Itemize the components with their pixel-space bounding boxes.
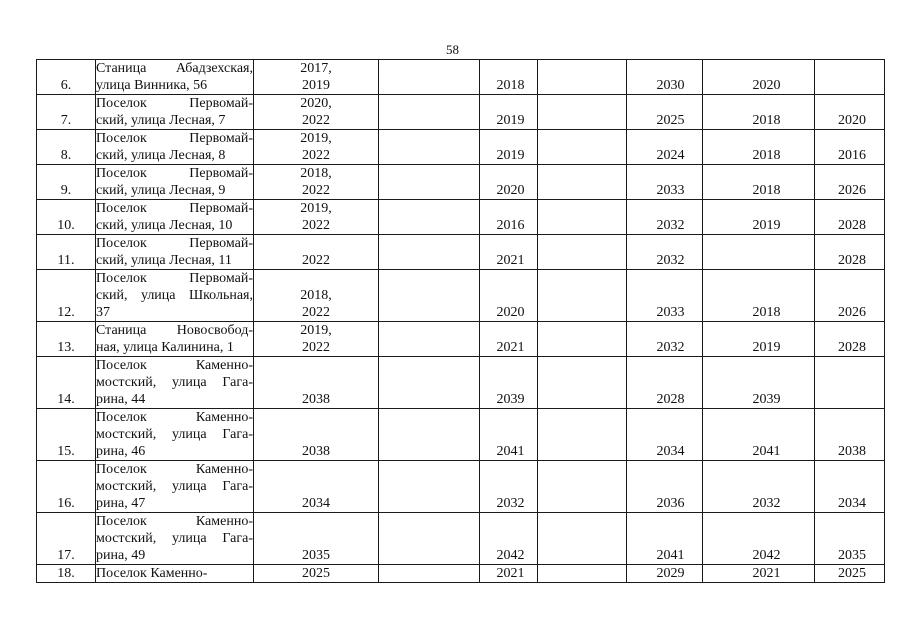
value-cell-c7: 2039: [703, 357, 815, 409]
table-row: [37, 270, 885, 322]
year-line: 2025: [302, 566, 330, 581]
value-cell-c6: 2036: [627, 461, 703, 513]
address-line: ский, улица Школьная,: [96, 288, 253, 303]
value-cell-c6: 2029: [627, 565, 703, 583]
value-cell-c4: 2021: [480, 235, 538, 270]
address-line: ная, улица Калинина, 1: [96, 340, 234, 355]
address-line: мостский, улица Гага-: [96, 427, 253, 442]
address-line: Поселок Первомай-: [96, 236, 253, 251]
address-cell: [96, 357, 254, 409]
year-line: 2034: [302, 496, 330, 511]
address-line: ский, улица Лесная, 7: [96, 113, 226, 128]
address-cell: [96, 409, 254, 461]
row-number: 10.: [37, 200, 96, 235]
year-line: 2018,: [300, 166, 332, 181]
address-line: 37: [96, 305, 110, 320]
value-cell-c4: 2021: [480, 322, 538, 357]
value-cell-c7: 2018: [703, 95, 815, 130]
value-cell-c8: 2028: [815, 235, 885, 270]
value-cell-c8: 2026: [815, 165, 885, 200]
value-cell-c5: [538, 130, 627, 165]
value-cell-c6: 2025: [627, 95, 703, 130]
address-line: ский, улица Лесная, 10: [96, 218, 233, 233]
address-cell: [96, 270, 254, 322]
table-row: [37, 357, 885, 409]
table-row: [37, 60, 885, 95]
address-line: Поселок Каменно-: [96, 410, 253, 425]
value-cell-c4: 2018: [480, 60, 538, 95]
value-cell-c6: 2024: [627, 130, 703, 165]
address-line: ский, улица Лесная, 9: [96, 183, 226, 198]
value-cell-c6: 2028: [627, 357, 703, 409]
value-cell-c8: 2026: [815, 270, 885, 322]
year-line: 2022: [302, 218, 330, 233]
year-line: [254, 357, 378, 374]
address-cell: [96, 322, 254, 357]
value-cell-c8: 2038: [815, 409, 885, 461]
table-row: [37, 200, 885, 235]
year-line: [254, 530, 378, 547]
value-cell-c4: 2019: [480, 130, 538, 165]
year-line: 2019,: [300, 323, 332, 338]
value-cell-c7: 2019: [703, 200, 815, 235]
housing-table: [36, 59, 885, 583]
address-line: ский, улица Лесная, 11: [96, 253, 232, 268]
years-cell: [254, 513, 379, 565]
value-cell-c3: [379, 95, 480, 130]
years-cell: [254, 357, 379, 409]
table-row: [37, 513, 885, 565]
years-cell: [254, 60, 379, 95]
address-line: Станица Абадзехская,: [96, 61, 253, 76]
value-cell-c8: 2034: [815, 461, 885, 513]
year-line: 2022: [302, 253, 330, 268]
year-line: 2019,: [300, 131, 332, 146]
address-line: рина, 49: [96, 548, 146, 563]
row-number: 9.: [37, 165, 96, 200]
row-number: 16.: [37, 461, 96, 513]
year-line: 2038: [302, 444, 330, 459]
address-line: рина, 47: [96, 496, 146, 511]
table-row: [37, 409, 885, 461]
row-number: 14.: [37, 357, 96, 409]
value-cell-c5: [538, 322, 627, 357]
address-cell: [96, 235, 254, 270]
years-cell: [254, 165, 379, 200]
year-line: 2022: [302, 148, 330, 163]
year-line: 2022: [302, 183, 330, 198]
value-cell-c4: 2042: [480, 513, 538, 565]
address-cell: [96, 513, 254, 565]
value-cell-c3: [379, 130, 480, 165]
table-row: [37, 461, 885, 513]
row-number: 7.: [37, 95, 96, 130]
address-line: Поселок Первомай-: [96, 201, 253, 216]
address-line: Поселок Каменно-: [96, 566, 208, 581]
address-cell: [96, 165, 254, 200]
row-number: 12.: [37, 270, 96, 322]
years-cell: [254, 130, 379, 165]
value-cell-c5: [538, 95, 627, 130]
value-cell-c4: 2032: [480, 461, 538, 513]
value-cell-c3: [379, 270, 480, 322]
value-cell-c7: 2018: [703, 130, 815, 165]
value-cell-c7: 2021: [703, 565, 815, 583]
year-line: 2019,: [300, 201, 332, 216]
year-line: [254, 426, 378, 443]
value-cell-c7: 2032: [703, 461, 815, 513]
value-cell-c3: [379, 165, 480, 200]
table-row: [37, 165, 885, 200]
value-cell-c7: 2042: [703, 513, 815, 565]
years-cell: [254, 200, 379, 235]
value-cell-c3: [379, 513, 480, 565]
value-cell-c4: 2020: [480, 165, 538, 200]
value-cell-c6: 2032: [627, 200, 703, 235]
value-cell-c3: [379, 322, 480, 357]
year-line: 2017,: [300, 61, 332, 76]
address-cell: [96, 200, 254, 235]
address-line: Поселок Первомай-: [96, 131, 253, 146]
value-cell-c8: 2028: [815, 322, 885, 357]
table-row: [37, 565, 885, 583]
value-cell-c5: [538, 200, 627, 235]
value-cell-c3: [379, 409, 480, 461]
page-number: 58: [446, 42, 459, 57]
value-cell-c6: 2032: [627, 322, 703, 357]
value-cell-c5: [538, 235, 627, 270]
address-line: рина, 44: [96, 392, 146, 407]
address-cell: [96, 130, 254, 165]
address-cell: [96, 60, 254, 95]
year-line: 2035: [302, 548, 330, 563]
value-cell-c7: 2019: [703, 322, 815, 357]
year-line: 2038: [302, 392, 330, 407]
year-line: [254, 513, 378, 530]
value-cell-c7: 2041: [703, 409, 815, 461]
year-line: [254, 374, 378, 391]
value-cell-c8: 2035: [815, 513, 885, 565]
years-cell: [254, 95, 379, 130]
year-line: [254, 235, 378, 252]
year-line: [254, 409, 378, 426]
years-cell: [254, 461, 379, 513]
value-cell-c6: 2033: [627, 270, 703, 322]
value-cell-c3: [379, 60, 480, 95]
value-cell-c6: 2032: [627, 235, 703, 270]
value-cell-c6: 2033: [627, 165, 703, 200]
year-line: 2022: [302, 340, 330, 355]
year-line: 2018,: [300, 288, 332, 303]
row-number: 13.: [37, 322, 96, 357]
value-cell-c8: 2020: [815, 95, 885, 130]
value-cell-c5: [538, 409, 627, 461]
row-number: 6.: [37, 60, 96, 95]
row-number: 15.: [37, 409, 96, 461]
address-line: мостский, улица Гага-: [96, 375, 253, 390]
value-cell-c5: [538, 165, 627, 200]
year-line: 2022: [302, 305, 330, 320]
address-line: Поселок Каменно-: [96, 514, 253, 529]
table-row: [37, 130, 885, 165]
years-cell: [254, 565, 379, 583]
year-line: 2019: [302, 78, 330, 93]
value-cell-c8: 2025: [815, 565, 885, 583]
year-line: 2022: [302, 113, 330, 128]
value-cell-c6: 2041: [627, 513, 703, 565]
year-line: [254, 270, 378, 287]
address-line: Поселок Первомай-: [96, 271, 253, 286]
year-line: [254, 461, 378, 478]
address-cell: [96, 461, 254, 513]
value-cell-c4: 2041: [480, 409, 538, 461]
value-cell-c5: [538, 270, 627, 322]
value-cell-c3: [379, 235, 480, 270]
address-line: мостский, улица Гага-: [96, 479, 253, 494]
address-line: Поселок Каменно-: [96, 358, 253, 373]
value-cell-c7: 2018: [703, 165, 815, 200]
year-line: [254, 478, 378, 495]
address-line: Поселок Первомай-: [96, 166, 253, 181]
year-line: 2020,: [300, 96, 332, 111]
address-line: ский, улица Лесная, 8: [96, 148, 226, 163]
value-cell-c4: 2020: [480, 270, 538, 322]
value-cell-c4: 2019: [480, 95, 538, 130]
value-cell-c8: 2028: [815, 200, 885, 235]
row-number: 8.: [37, 130, 96, 165]
value-cell-c5: [538, 461, 627, 513]
value-cell-c5: [538, 513, 627, 565]
address-line: Поселок Первомай-: [96, 96, 253, 111]
value-cell-c5: [538, 357, 627, 409]
value-cell-c6: 2030: [627, 60, 703, 95]
table-row: [37, 322, 885, 357]
value-cell-c4: 2016: [480, 200, 538, 235]
years-cell: [254, 322, 379, 357]
value-cell-c8: 2016: [815, 130, 885, 165]
table-row: [37, 235, 885, 270]
value-cell-c3: [379, 461, 480, 513]
table-row: [37, 95, 885, 130]
value-cell-c5: [538, 565, 627, 583]
address-line: Станица Новосвобод-: [96, 323, 253, 338]
years-cell: [254, 409, 379, 461]
row-number: 17.: [37, 513, 96, 565]
value-cell-c7: [703, 235, 815, 270]
value-cell-c4: 2021: [480, 565, 538, 583]
address-line: улица Винника, 56: [96, 78, 208, 93]
address-cell: [96, 565, 254, 583]
address-line: рина, 46: [96, 444, 146, 459]
value-cell-c7: 2018: [703, 270, 815, 322]
value-cell-c4: 2039: [480, 357, 538, 409]
value-cell-c8: [815, 60, 885, 95]
address-line: Поселок Каменно-: [96, 462, 253, 477]
value-cell-c5: [538, 60, 627, 95]
address-line: мостский, улица Гага-: [96, 531, 253, 546]
value-cell-c3: [379, 357, 480, 409]
address-cell: [96, 95, 254, 130]
value-cell-c6: 2034: [627, 409, 703, 461]
value-cell-c8: [815, 357, 885, 409]
years-cell: [254, 235, 379, 270]
row-number: 18.: [37, 565, 96, 583]
value-cell-c7: 2020: [703, 60, 815, 95]
value-cell-c3: [379, 200, 480, 235]
years-cell: [254, 270, 379, 322]
row-number: 11.: [37, 235, 96, 270]
value-cell-c3: [379, 565, 480, 583]
